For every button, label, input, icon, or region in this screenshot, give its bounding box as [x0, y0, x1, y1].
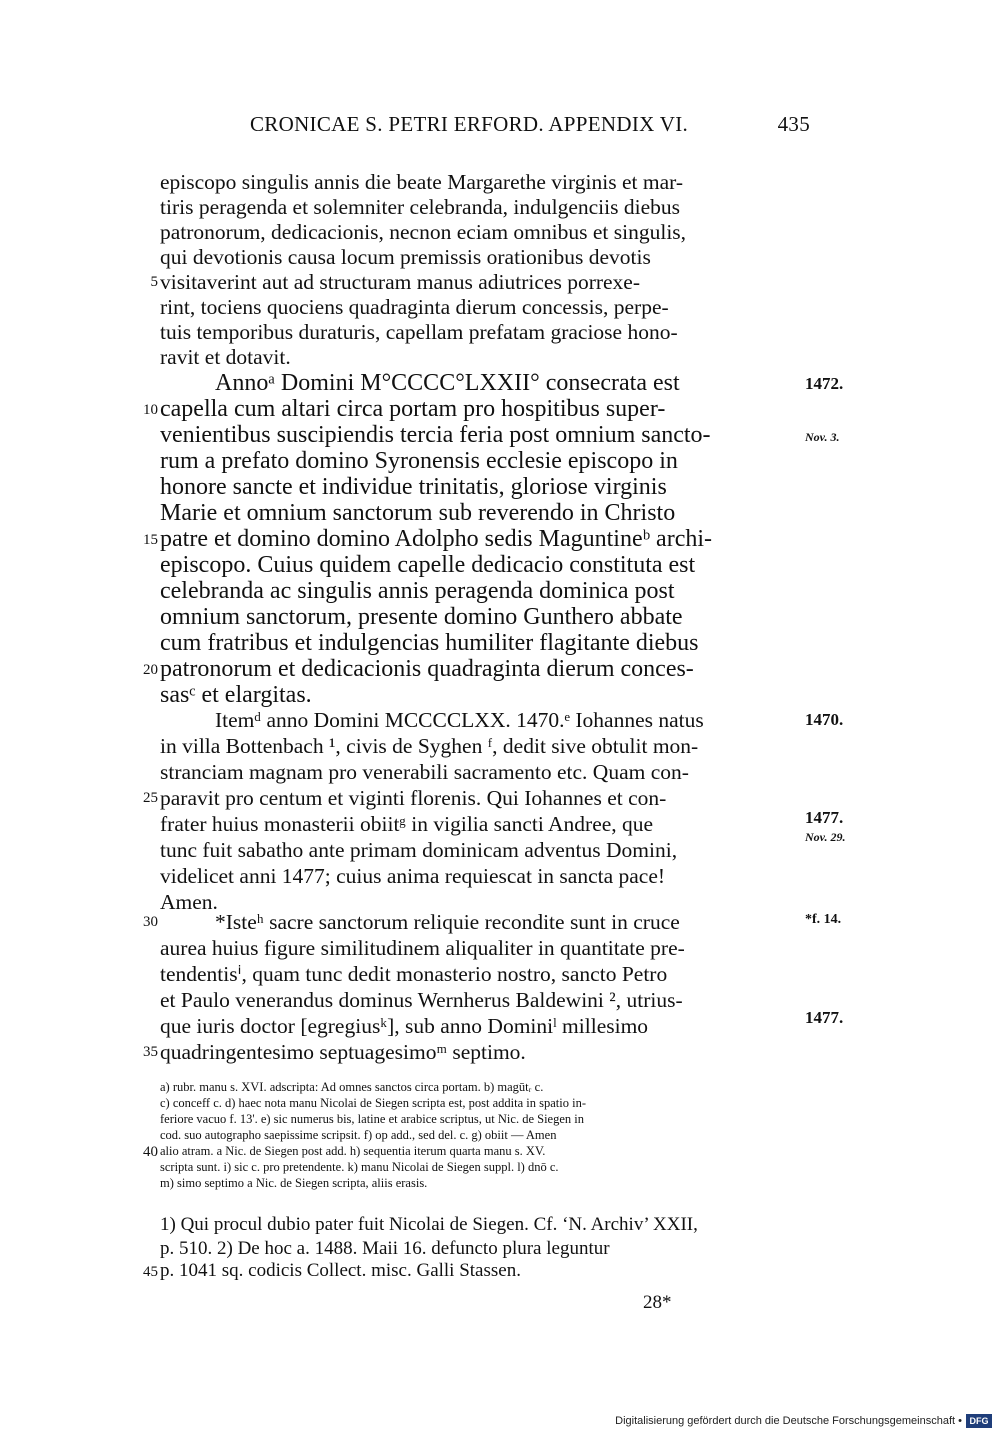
text-line: cum fratribus et indulgencias humiliter flagitante diebus: [160, 630, 699, 656]
text-line: honore sancte et individue trinitatis, gloriose virginis: [160, 474, 667, 500]
text-line: patronorum et dedicacionis quadraginta dierum conces-: [160, 656, 694, 682]
text-line: quadringentesimo septuagesimoᵐ septimo.: [160, 1040, 526, 1064]
text-line: capella cum altari circa portam pro hospitibus super-: [160, 396, 666, 422]
text-line: *Isteʰ sacre sanctorum reliquie recondite sunt in cruce: [215, 910, 680, 934]
line-number: 5: [150, 274, 158, 290]
margin-date: Nov. 29.: [805, 830, 846, 844]
text-line: stranciam magnam pro venerabili sacramento etc. Quam con-: [160, 760, 689, 784]
line-number: 30: [143, 914, 158, 930]
margin-date: 1472.: [805, 374, 844, 393]
line-number: 20: [143, 662, 158, 678]
text-line: tunc fuit sabatho ante primam dominicam adventus Domini,: [160, 838, 678, 862]
page-number: 435: [777, 112, 810, 136]
text-line: celebranda ac singulis annis peragenda dominica post: [160, 578, 675, 604]
text-line: ravit et dotavit.: [160, 345, 291, 369]
text-line: in villa Bottenbach ¹, civis de Syghen ᶠ, dedit sive obtulit mon-: [160, 734, 699, 758]
text-line: visitaverint aut ad structuram manus adiutrices porrexe-: [160, 270, 641, 294]
dfg-logo: DFG: [966, 1414, 992, 1428]
apparatus-line: a) rubr. manu s. XVI. adscripta: Ad omnes sanctos circa portam. b) magūtᵣ c.: [160, 1080, 544, 1094]
text-line: que iuris doctor [egregiusᵏ], sub anno Dominiˡ millesimo: [160, 1014, 649, 1038]
footnote-line: p. 1041 sq. codicis Collect. misc. Galli Stassen.: [160, 1260, 521, 1281]
text-line: Amen.: [160, 890, 218, 914]
text-line: qui devotionis causa locum premissis orationibus devotis: [160, 245, 651, 269]
apparatus-line: m) simo septimo a Nic. de Siegen scripta, aliis erasis.: [160, 1176, 428, 1190]
apparatus-line: c) conceff c. d) haec nota manu Nicolai de Siegen scripta est, post addita in spatio in-: [160, 1096, 587, 1110]
header-title: CRONICAE S. PETRI ERFORD. APPENDIX VI.: [250, 112, 689, 136]
text-line: sasᶜ et elargitas.: [160, 682, 312, 708]
signature-mark: 28*: [643, 1292, 672, 1313]
text-line: tuis temporibus duraturis, capellam prefatam graciose hono-: [160, 320, 678, 344]
text-line: omnium sanctorum, presente domino Gunthero abbate: [160, 604, 683, 630]
text-line: rum a prefato domino Syronensis ecclesie episcopo in: [160, 448, 678, 474]
apparatus-line: alio atram. a Nic. de Siegen post add. h) sequentia iterum quarta manu s. XV.: [160, 1144, 546, 1158]
text-line: Annoᵃ Domini M°CCCC°LXXII° consecrata est: [215, 370, 680, 396]
footnote-line: 1) Qui procul dubio pater fuit Nicolai de Siegen. Cf. ‘N. Archiv’ XXII,: [160, 1214, 698, 1235]
text-line: frater huius monasterii obiitᵍ in vigilia sancti Andree, que: [160, 812, 654, 836]
margin-date: Nov. 3.: [805, 430, 840, 444]
text-line: Itemᵈ anno Domini MCCCCLXX. 1470.ᵉ Iohannes natus: [215, 708, 704, 732]
margin-date: 1477.: [805, 1008, 844, 1027]
funding-notice: Digitalisierung gefördert durch die Deutsche Forschungsgemeinschaft •: [615, 1415, 962, 1427]
apparatus-line: scripta sunt. i) sic c. pro pretendente. k) manu Nicolai de Siegen suppl. l) dnō c.: [160, 1160, 559, 1174]
text-line: tiris peragenda et solemniter celebranda, indulgenciis diebus: [160, 195, 680, 219]
line-number: 15: [143, 532, 158, 548]
apparatus-line: feriore vacuo f. 13'. e) sic numerus bis, latine et arabice scriptus, ut Nic. de Siegen in: [160, 1112, 584, 1126]
text-line: patre et domino domino Adolpho sedis Maguntineᵇ archi-: [160, 526, 712, 552]
text-line: venientibus suscipiendis tercia feria post omnium sancto-: [160, 422, 711, 448]
line-number: 45: [143, 1264, 158, 1280]
text-line: et Paulo venerandus dominus Wernherus Baldewini ², utrius-: [160, 988, 683, 1012]
text-line: episcopo singulis annis die beate Margarethe virginis et mar-: [160, 170, 684, 194]
text-line: videlicet anni 1477; cuius anima requiescat in sancta pace!: [160, 864, 666, 888]
text-line: tendentisⁱ, quam tunc dedit monasterio nostro, sancto Petro: [160, 962, 668, 986]
text-line: episcopo. Cuius quidem capelle dedicacio constituta est: [160, 552, 696, 578]
line-number: 40: [143, 1144, 158, 1160]
line-number: 25: [143, 790, 158, 806]
margin-date: 1477.: [805, 808, 844, 827]
margin-folio: *f. 14.: [805, 912, 842, 927]
line-number: 35: [143, 1044, 158, 1060]
text-line: Marie et omnium sanctorum sub reverendo in Christo: [160, 500, 676, 526]
apparatus-line: cod. suo autographo saepissime scripsit. f) op add., sed del. c. g) obiit — Amen: [160, 1128, 557, 1142]
text-line: patronorum, dedicacionis, necnon eciam omnibus et singulis,: [160, 220, 687, 244]
running-header: [250, 112, 810, 142]
margin-date: 1470.: [805, 710, 844, 729]
text-line: paravit pro centum et viginti florenis. Qui Iohannes et con-: [160, 786, 667, 810]
footnote-line: p. 510. 2) De hoc a. 1488. Maii 16. defuncto plura leguntur: [160, 1238, 610, 1259]
line-number: 10: [143, 402, 158, 418]
text-line: rint, tociens quociens quadraginta dierum concessis, perpe-: [160, 295, 669, 319]
text-line: aurea huius figure similitudinem aliqualiter in quantitate pre-: [160, 936, 685, 960]
